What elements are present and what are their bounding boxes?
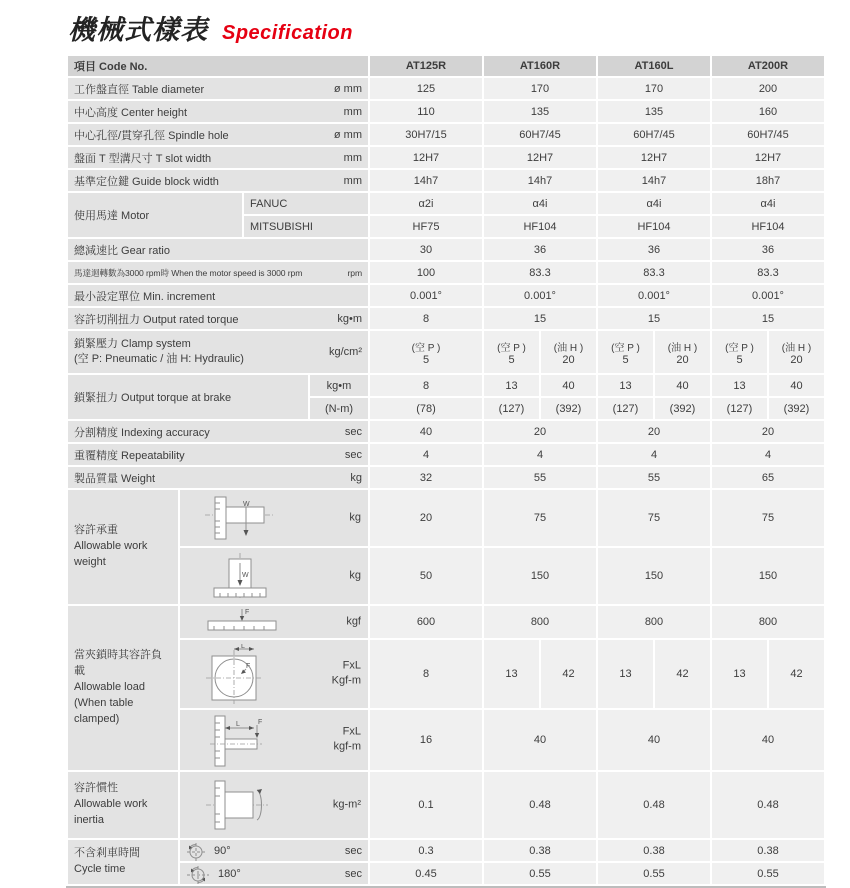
value-cell: 65 (712, 467, 824, 488)
row-label: 重覆精度 Repeatability (74, 449, 185, 462)
brake-unit-nm: (N-m) (310, 398, 368, 419)
row-load-thrust (68, 606, 824, 638)
value-cell: 0.3 (370, 840, 482, 861)
value-cell: (78) (370, 398, 482, 419)
value-cell: 20 (370, 490, 482, 546)
row-guide-block-width (68, 170, 824, 191)
value-cell: 42 (541, 640, 596, 708)
row-label-cell (68, 285, 368, 306)
value-cell: 4 (370, 444, 482, 465)
row-label: 中心高度 Center height (74, 106, 188, 119)
value-cell: HF104 (484, 216, 596, 237)
row-spindle-hole (68, 124, 824, 145)
row-label: 基準定位鍵 Guide block width (74, 175, 219, 188)
row-label-cell (68, 239, 368, 260)
row-work-inertia (68, 772, 824, 838)
value-cell: 0.38 (712, 840, 824, 861)
row-unit: sec (344, 448, 362, 461)
value-cell: 40 (769, 375, 824, 396)
row-unit: sec (344, 867, 362, 880)
row-indexing-accuracy (68, 421, 824, 442)
clamp-unit: kg/cm² (329, 346, 362, 358)
value-cell: 14h7 (370, 170, 482, 191)
value-cell: 14h7 (598, 170, 710, 191)
value-cell: 0.001° (712, 285, 824, 306)
row-repeatability (68, 444, 824, 465)
rotation-90-icon (186, 841, 206, 861)
value-cell: 20 (598, 421, 710, 442)
row-unit: kg-m² (332, 798, 361, 811)
value-cell: 36 (484, 239, 596, 260)
value-cell: 16 (370, 710, 482, 770)
work-weight-section-label: 容許承重 Allowable work weight (68, 490, 178, 604)
value-cell: 0.38 (484, 840, 596, 861)
value-cell: 0.001° (370, 285, 482, 306)
value-cell: 150 (598, 548, 710, 604)
value-cell: 60H7/45 (712, 124, 824, 145)
value-cell: 0.001° (484, 285, 596, 306)
row-label-cell (68, 101, 368, 122)
row-work-weight-horizontal (68, 490, 824, 546)
value-cell: 4 (484, 444, 596, 465)
value-cell: 42 (769, 640, 824, 708)
value-cell: (空 P ) 5 (712, 331, 767, 373)
value-cell: 40 (370, 421, 482, 442)
page-title-en: Specification (222, 22, 353, 44)
load-moment-front-diagram (202, 644, 294, 704)
value-cell: 13 (598, 375, 653, 396)
brake-torque-label: 鎖緊扭力 Output torque at brake (68, 375, 308, 419)
value-cell: 800 (712, 606, 824, 638)
load-moment-front-diagram-cell (180, 640, 368, 708)
row-label: 中心孔徑/貫穿孔徑 Spindle hole (74, 129, 229, 142)
value-cell: HF75 (370, 216, 482, 237)
value-cell: 160 (712, 101, 824, 122)
page-title (68, 8, 850, 47)
value-cell: (油 H ) 20 (769, 331, 824, 373)
row-unit: FxL Kgf-m (331, 659, 361, 687)
value-cell: 40 (655, 375, 710, 396)
header-model-at125r: AT125R (370, 56, 482, 76)
value-cell: 18h7 (712, 170, 824, 191)
work-weight-side-diagram-cell (180, 490, 368, 546)
value-cell: 32 (370, 467, 482, 488)
value-cell: 40 (541, 375, 596, 396)
value-cell: 170 (484, 78, 596, 99)
motor-brand-fanuc: FANUC (244, 193, 368, 214)
value-cell: 83.3 (712, 262, 824, 283)
load-thrust-diagram (202, 607, 294, 637)
row-unit: kg (349, 569, 361, 582)
row-label: 總減速比 Gear ratio (74, 244, 170, 257)
svg-text:L: L (236, 721, 240, 728)
row-t-slot-width (68, 147, 824, 168)
row-unit: rpm (347, 267, 362, 278)
value-cell: α4i (712, 193, 824, 214)
value-cell: (空 P ) 5 (598, 331, 653, 373)
row-unit: FxL kgf-m (333, 725, 361, 753)
row-weight (68, 467, 824, 488)
allowable-load-section-label: 當夾鎖時其容許負載 Allowable load (When table clamped) (68, 606, 178, 770)
row-load-moment-side (68, 710, 824, 770)
row-motor-fanuc (68, 193, 824, 214)
work-weight-side-diagram (202, 494, 294, 542)
row-unit: mm (343, 174, 362, 187)
page-title-zh: 機械式樣表 (68, 15, 208, 45)
value-cell: 800 (484, 606, 596, 638)
header-items-label: 項目 Code No. (68, 56, 368, 76)
value-cell: (油 H ) 20 (541, 331, 596, 373)
motor-brand-mitsubishi: MITSUBISHI (244, 216, 368, 237)
value-cell: (空 P ) 5 (370, 331, 482, 373)
value-cell: 55 (484, 467, 596, 488)
value-cell: 0.55 (484, 863, 596, 884)
value-cell: 30 (370, 239, 482, 260)
value-cell: 135 (598, 101, 710, 122)
value-cell: 40 (712, 710, 824, 770)
motor-label-cell: 使用馬達 Motor (68, 193, 242, 237)
row-unit: ø mm (333, 128, 362, 141)
value-cell: 15 (598, 308, 710, 329)
svg-text:F: F (246, 663, 251, 670)
row-label: 製品質量 Weight (74, 472, 156, 485)
load-moment-side-diagram (202, 712, 294, 768)
row-label: 容許切削扭力 Output rated torque (74, 313, 239, 326)
row-label-cell (68, 147, 368, 168)
clamp-label-cell (68, 331, 368, 373)
work-weight-flat-diagram-cell (180, 548, 368, 604)
cycle-angle: 180° (218, 867, 241, 880)
value-cell: 0.38 (598, 840, 710, 861)
value-cell: 0.1 (370, 772, 482, 838)
value-cell: (127) (484, 398, 539, 419)
value-cell: 0.45 (370, 863, 482, 884)
value-cell: 110 (370, 101, 482, 122)
value-cell: 40 (484, 710, 596, 770)
value-cell: 36 (598, 239, 710, 260)
rotation-180-icon (186, 864, 210, 884)
value-cell: 15 (484, 308, 596, 329)
value-cell: α4i (484, 193, 596, 214)
value-cell: 14h7 (484, 170, 596, 191)
value-cell: 13 (484, 375, 539, 396)
value-cell: 8 (370, 375, 482, 396)
value-cell: 0.48 (712, 772, 824, 838)
value-cell: 12H7 (712, 147, 824, 168)
value-cell: 13 (598, 640, 653, 708)
value-cell: 4 (598, 444, 710, 465)
row-clamp-system (68, 331, 824, 373)
value-cell: 8 (370, 640, 482, 708)
row-min-increment (68, 285, 824, 306)
value-cell: 13 (484, 640, 539, 708)
value-cell: 20 (484, 421, 596, 442)
row-label-cell (68, 467, 368, 488)
value-cell: 15 (712, 308, 824, 329)
row-label-cell (68, 170, 368, 191)
work-inertia-section-label: 容許慣性 Allowable work inertia (68, 772, 178, 838)
value-cell: 75 (484, 490, 596, 546)
value-cell: 42 (655, 640, 710, 708)
value-cell: (127) (712, 398, 767, 419)
value-cell: 12H7 (370, 147, 482, 168)
value-cell: HF104 (598, 216, 710, 237)
value-cell: (空 P ) 5 (484, 331, 539, 373)
value-cell: 0.48 (484, 772, 596, 838)
svg-text:W: W (242, 572, 249, 579)
value-cell: 36 (712, 239, 824, 260)
value-cell: 600 (370, 606, 482, 638)
value-cell: 125 (370, 78, 482, 99)
work-weight-flat-diagram (202, 551, 294, 601)
value-cell: 40 (598, 710, 710, 770)
row-unit: ø mm (333, 82, 362, 95)
row-unit: kgf (346, 615, 361, 628)
svg-text:F: F (245, 609, 250, 616)
value-cell: 60H7/45 (484, 124, 596, 145)
row-load-moment-front (68, 640, 824, 708)
value-cell: α2i (370, 193, 482, 214)
row-unit: kg (350, 471, 362, 484)
row-label: 盤面 T 型溝尺寸 T slot width (74, 152, 212, 165)
value-cell: (油 H ) 20 (655, 331, 710, 373)
value-cell: 83.3 (598, 262, 710, 283)
value-cell: 135 (484, 101, 596, 122)
load-moment-side-diagram-cell (180, 710, 368, 770)
value-cell: 0.55 (598, 863, 710, 884)
header-model-at200r: AT200R (712, 56, 824, 76)
row-label-cell (68, 78, 368, 99)
value-cell: 150 (712, 548, 824, 604)
value-cell: (392) (769, 398, 824, 419)
row-label-cell (68, 124, 368, 145)
row-unit: kg•m (337, 312, 362, 325)
row-table-diameter (68, 78, 824, 99)
value-cell: 60H7/45 (598, 124, 710, 145)
row-gear-ratio (68, 239, 824, 260)
value-cell: 13 (712, 640, 767, 708)
inertia-diagram-cell (180, 772, 368, 838)
value-cell: 13 (712, 375, 767, 396)
value-cell: 170 (598, 78, 710, 99)
value-cell: (392) (655, 398, 710, 419)
row-unit: sec (344, 425, 362, 438)
specification-table (66, 54, 826, 888)
row-unit: sec (344, 844, 362, 857)
value-cell: HF104 (712, 216, 824, 237)
row-label-cell (68, 308, 368, 329)
row-label: 馬達迴轉數為3000 rpm時 When the motor speed is 3000 rpm (74, 267, 303, 278)
value-cell: 0.48 (598, 772, 710, 838)
row-label-cell (68, 262, 368, 283)
cycle-90-cell (180, 840, 368, 861)
value-cell: 50 (370, 548, 482, 604)
row-work-weight-vertical (68, 548, 824, 604)
value-cell: 12H7 (598, 147, 710, 168)
row-label: 工作盤直徑 Table diameter (74, 83, 205, 96)
row-unit: mm (343, 151, 362, 164)
value-cell: α4i (598, 193, 710, 214)
value-cell: 75 (712, 490, 824, 546)
brake-unit-kgm: kg•m (310, 375, 368, 396)
value-cell: 0.001° (598, 285, 710, 306)
svg-text:L: L (241, 644, 245, 650)
inertia-diagram (202, 776, 294, 834)
row-label: 分割精度 Indexing accuracy (74, 426, 210, 439)
row-brake-torque-kgm (68, 375, 824, 396)
header-model-at160r: AT160R (484, 56, 596, 76)
value-cell: 12H7 (484, 147, 596, 168)
svg-text:W: W (243, 501, 250, 508)
row-rated-torque (68, 308, 824, 329)
cycle-angle: 90° (214, 844, 231, 857)
svg-text:F: F (258, 719, 263, 726)
value-cell: 55 (598, 467, 710, 488)
clamp-label: 鎖緊壓力 Clamp system (空 P: Pneumatic / 油 H: Hydraulic) (74, 338, 244, 365)
value-cell: 75 (598, 490, 710, 546)
value-cell: 20 (712, 421, 824, 442)
row-unit: kg (349, 511, 361, 524)
row-label-cell (68, 421, 368, 442)
value-cell: 4 (712, 444, 824, 465)
value-cell: 0.55 (712, 863, 824, 884)
value-cell: 800 (598, 606, 710, 638)
row-cycle-180 (68, 863, 824, 884)
cycle-time-section-label: 不含剎車時間 Cycle time (68, 840, 178, 884)
row-motor-speed (68, 262, 824, 283)
value-cell: (127) (598, 398, 653, 419)
header-model-at160l: AT160L (598, 56, 710, 76)
value-cell: 30H7/15 (370, 124, 482, 145)
row-cycle-90 (68, 840, 824, 861)
cycle-180-cell (180, 863, 368, 884)
value-cell: 150 (484, 548, 596, 604)
value-cell: 200 (712, 78, 824, 99)
value-cell: 83.3 (484, 262, 596, 283)
value-cell: 8 (370, 308, 482, 329)
row-label: 最小設定單位 Min. increment (74, 290, 216, 303)
header-row (68, 56, 824, 76)
value-cell: (392) (541, 398, 596, 419)
value-cell: 100 (370, 262, 482, 283)
row-center-height (68, 101, 824, 122)
row-label-cell (68, 444, 368, 465)
load-thrust-diagram-cell (180, 606, 368, 638)
row-unit: mm (343, 105, 362, 118)
